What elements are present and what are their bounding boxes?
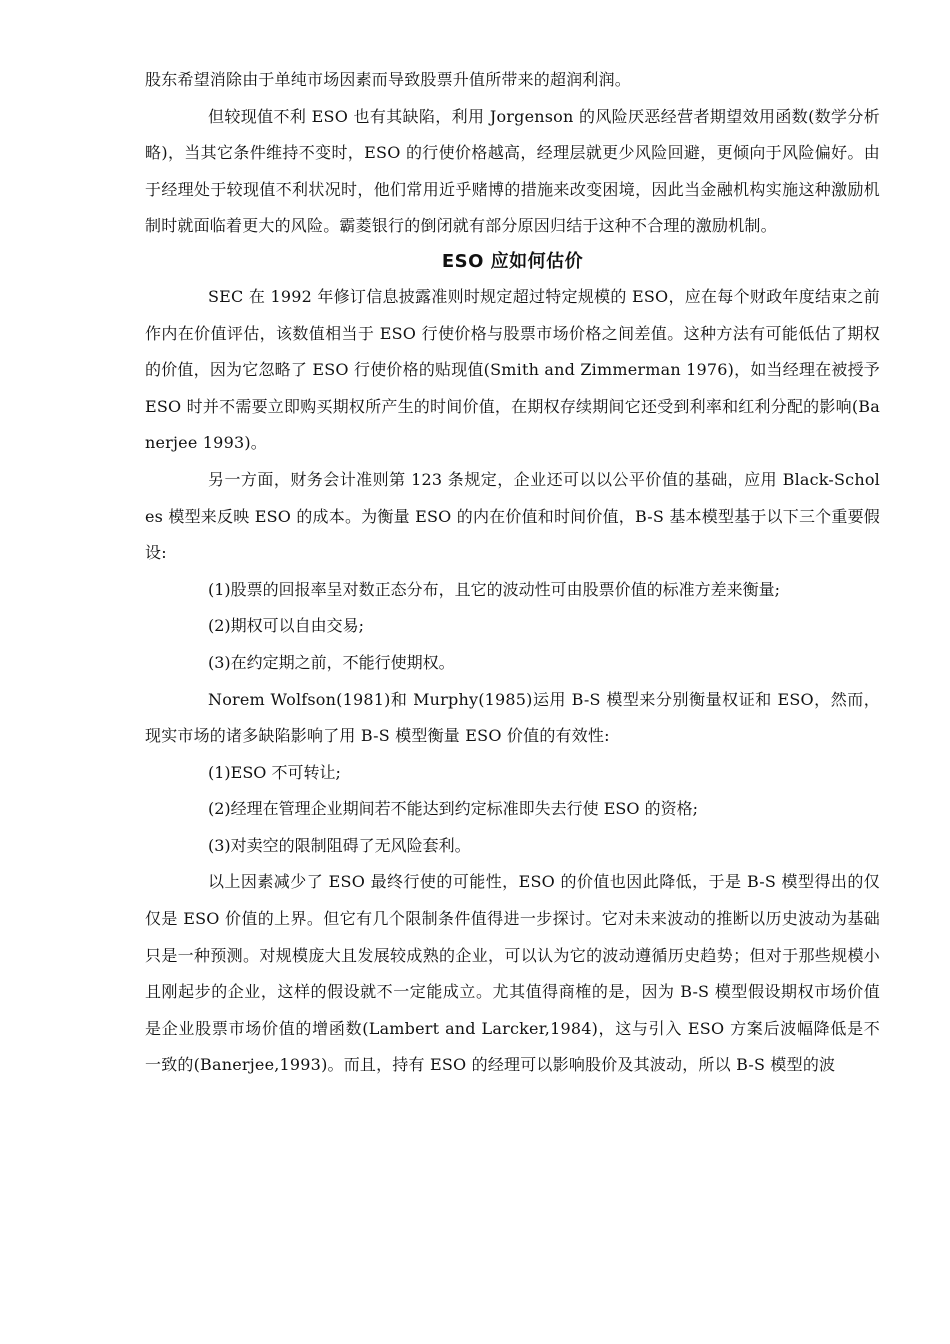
paragraph-eso-defects: 但较现值不利 ESO 也有其缺陷，利用 Jorgenson 的风险厌恶经营者期望效用函数(数学分析略)，当其它条件维持不变时，ESO 的行使价格越高，经理层就更少风险回避，更倾向于风险偏好。由于经理处于较现值不利状况时，他们常用近乎赌博的措施来改变困境，因此当金融机构实施这种激励机制时就面临着更大的风险。霸菱银行的倒闭就有部分原因归结于这种不合理的激励机制。	[145, 106, 880, 236]
list-item: (2)经理在管理企业期间若不能达到约定标准即失去行使 ESO 的资格;	[208, 799, 698, 819]
paragraph-upper-bound: 以上因素减少了 ESO 最终行使的可能性，ESO 的价值也因此降低，于是 B-S 模型得出的仅仅是 ESO 价值的上界。但它有几个限制条件值得进一步探讨。它对未来波动的推断以历史波动为基础只是一种预测。对规模庞大且发展较成熟的企业，可以认为它的波动遵循历史趋势；但对于那些规模小且刚起步的企业，这样的假设就不一定能成立。尤其值得商榷的是，因为 B-S 模型假设期权市场价值是企业股票市场价值的增函数(Lambert and Larcker,1984)，这与引入 ESO 方案后波幅降低是不一致的(Banerjee,1993)。而且，持有 ESO 的经理可以影响股价及其波动，所以 B-S 模型的波	[145, 872, 880, 1075]
list-item: (3)对卖空的限制阻碍了无风险套利。	[208, 835, 471, 855]
paragraph-continuation: 股东希望消除由于单纯市场因素而导致股票升值所带来的超润利润。	[145, 70, 632, 89]
section-heading: ESO 应如何估价	[441, 250, 584, 272]
list-item: (2)期权可以自由交易;	[208, 616, 365, 636]
paragraph-sec-rules: SEC 在 1992 年修订信息披露准则时规定超过特定规模的 ESO，应在每个财政年度结束之前作内在价值评估，该数值相当于 ESO 行使价格与股票市场价格之间差值。这种方法有可能低估了期权的价值，因为它忽略了 ESO 行使价格的贴现值(Smith and Zimmerman 1976)，如当经理在被授予 ESO 时并不需要立即购买期权所产生的时间价值，在期权存续期间它还受到利率和红利分配的影响(Banerjee 1993)。	[145, 286, 880, 453]
paragraph-bs-limits: Norem Wolfson(1981)和 Murphy(1985)运用 B-S 模型来分别衡量权证和 ESO，然而，现实市场的诸多缺陷影响了用 B-S 模型衡量 ESO 价值的有效性:	[145, 689, 880, 746]
list-item: (1)股票的回报率呈对数正态分布，且它的波动性可由股票价值的标准方差来衡量;	[208, 579, 781, 599]
paragraph-fas123: 另一方面，财务会计准则第 123 条规定，企业还可以以公平价值的基础，应用 Black-Scholes 模型来反映 ESO 的成本。为衡量 ESO 的内在价值和时间价值，B-S 基本模型基于以下三个重要假设:	[145, 469, 880, 563]
document-body	[145, 62, 880, 1084]
list-item: (3)在约定期之前，不能行使期权。	[208, 652, 455, 672]
list-item: (1)ESO 不可转让;	[208, 762, 341, 782]
